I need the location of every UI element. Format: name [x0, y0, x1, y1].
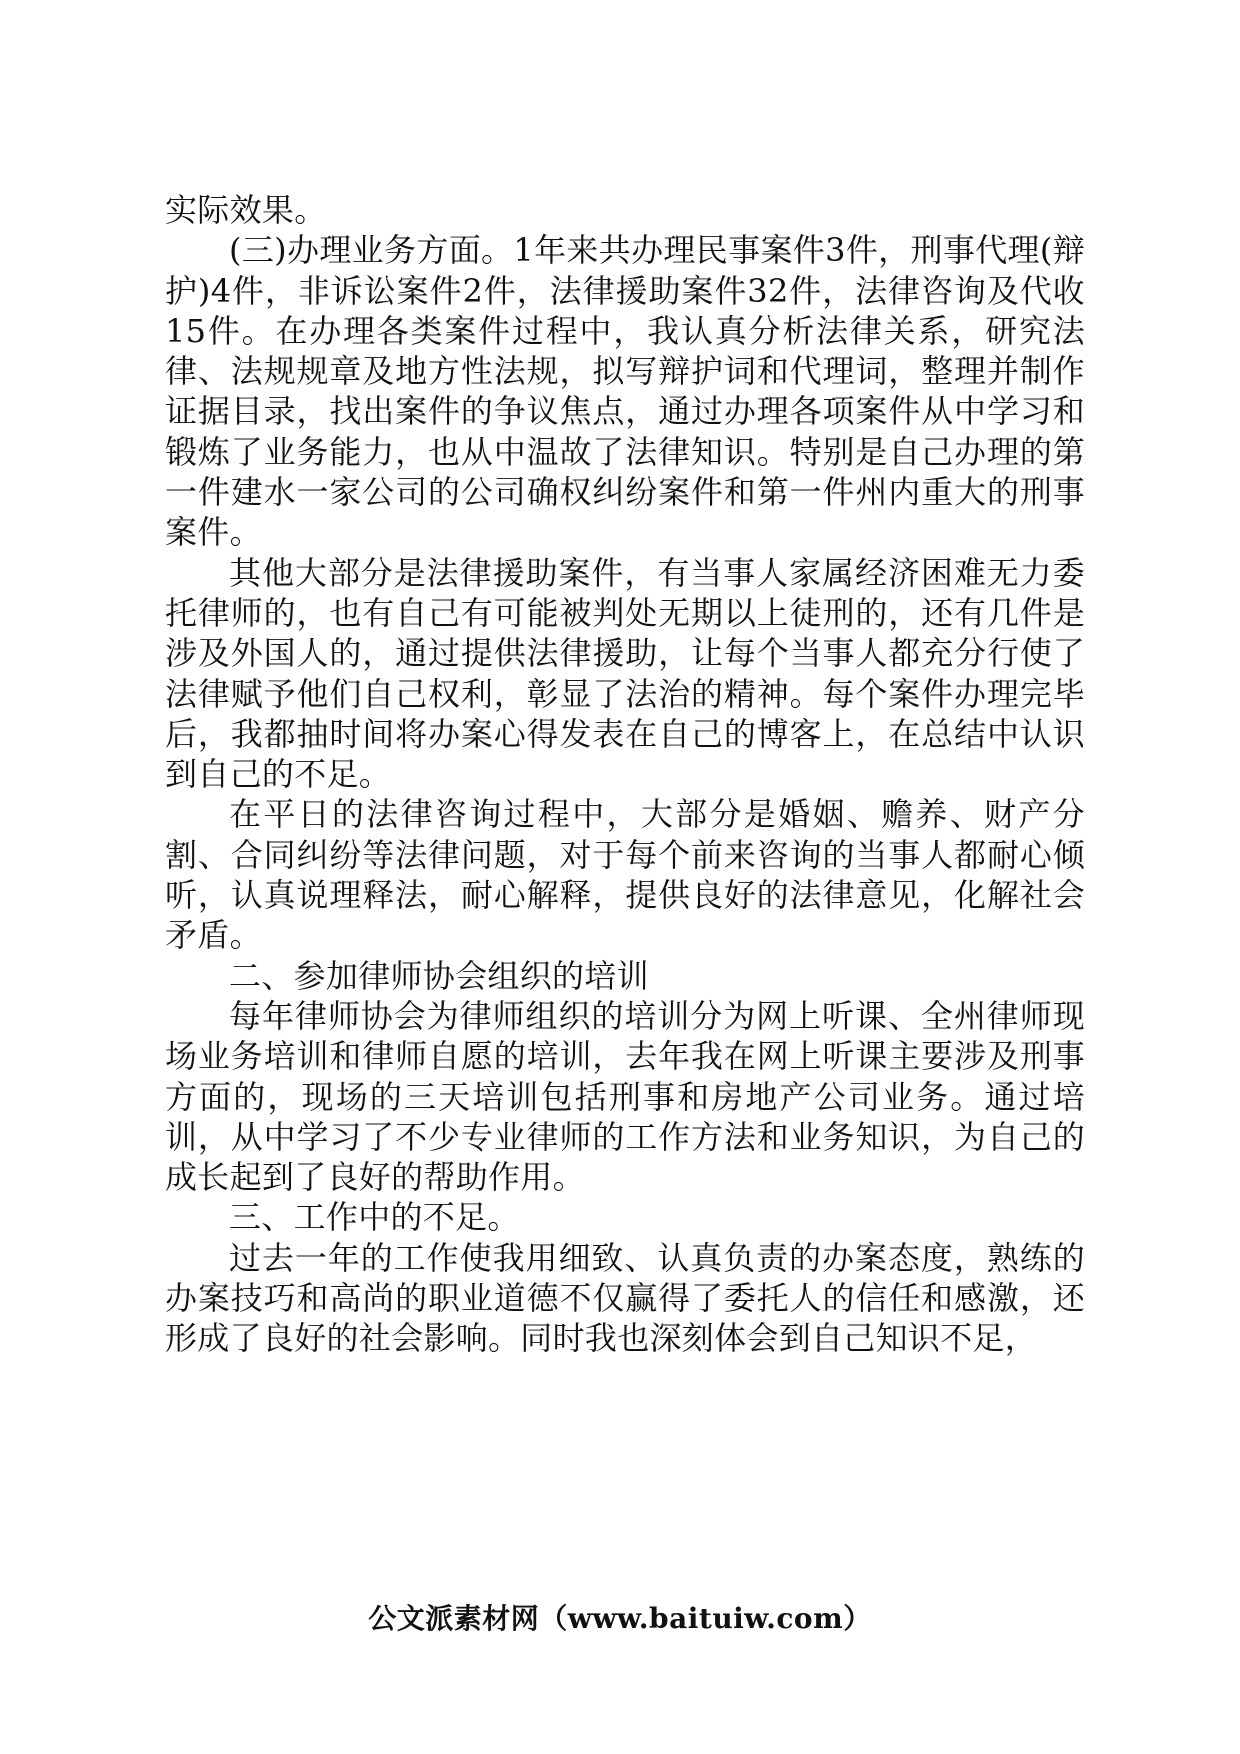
paragraph-legal-consultation: 在平日的法律咨询过程中，大部分是婚姻、赡养、财产分割、合同纠纷等法律问题，对于每个前来咨询的当事人都耐心倾听，认真说理释法，耐心解释，提供良好的法律意见，化解社会矛盾。: [165, 795, 1085, 955]
paragraph-shortcomings: 过去一年的工作使我用细致、认真负责的办案态度，熟练的办案技巧和高尚的职业道德不仅赢得了委托人的信任和感激，还形成了良好的社会影响。同时我也深刻体会到自己知识不足，: [165, 1238, 1085, 1358]
section-heading-training: 二、参加律师协会组织的培训: [229, 956, 649, 995]
paragraph-continuation: 实际效果。: [165, 191, 327, 229]
page-footer: 公文派素材网（www.baituiw.com）: [368, 1602, 872, 1635]
section-heading-shortcomings: 三、工作中的不足。: [229, 1198, 520, 1237]
paragraph-legal-aid: 其他大部分是法律援助案件，有当事人家属经济困难无力委托律师的，也有自己有可能被判处无期以上徒刑的，还有几件是涉及外国人的，通过提供法律援助，让每个当事人都充分行使了法律赋予他们自己权利，彰显了法治的精神。每个案件办理完毕后，我都抽时间将办案心得发表在自己的博客上，在总结中认识到自己的不足。: [165, 553, 1085, 794]
document-body: [165, 190, 1085, 1359]
paragraph-business-handling: (三)办理业务方面。1年来共办理民事案件3件，刑事代理(辩护)4件，非诉讼案件2件，法律援助案件32件，法律咨询及代收15件。在办理各类案件过程中，我认真分析法律关系，研究法律、法规规章及地方性法规，拟写辩护词和代理词，整理并制作证据目录，找出案件的争议焦点，通过办理各项案件从中学习和锻炼了业务能力，也从中温故了法律知识。特别是自己办理的第一件建水一家公司的公司确权纠纷案件和第一件州内重大的刑事案件。: [165, 231, 1085, 552]
paragraph-training: 每年律师协会为律师组织的培训分为网上听课、全州律师现场业务培训和律师自愿的培训，去年我在网上听课主要涉及刑事方面的，现场的三天培训包括刑事和房地产公司业务。通过培训，从中学习了不少专业律师的工作方法和业务知识，为自己的成长起到了良好的帮助作用。: [165, 996, 1085, 1197]
